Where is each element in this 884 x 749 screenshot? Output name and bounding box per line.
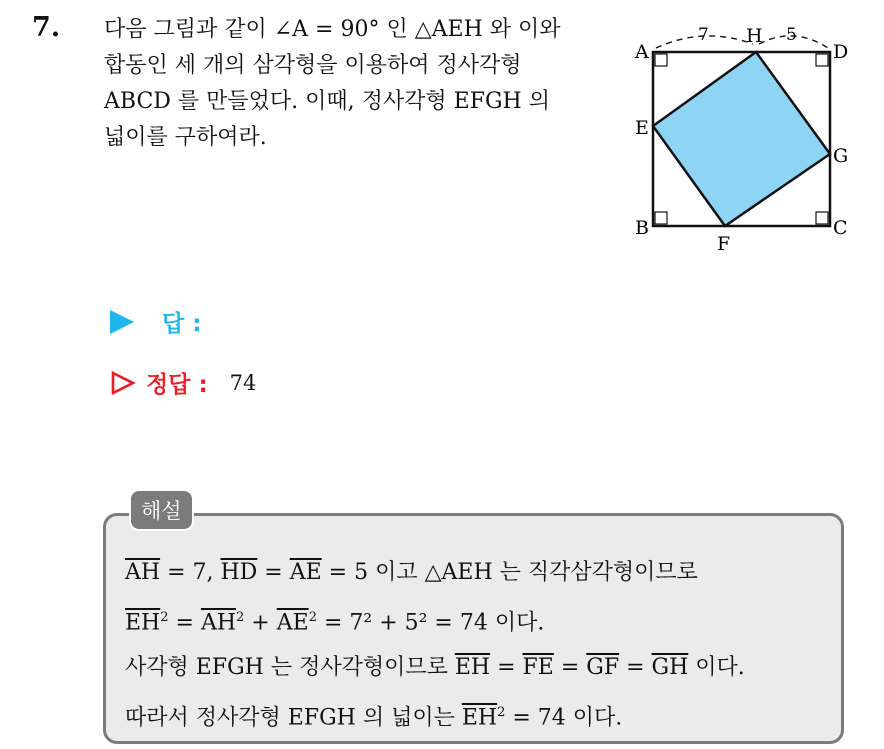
segment: $\overline{GF}$ bbox=[586, 655, 620, 681]
len-hd-label: 5 bbox=[786, 25, 797, 45]
vertex-f: F bbox=[717, 233, 731, 254]
correct-answer-row bbox=[110, 366, 256, 399]
text: = 74 이다. bbox=[505, 705, 623, 731]
segment: $\overline{GH}$ bbox=[651, 655, 689, 681]
question-line: 다음 그림과 같이 ∠A = 90° 인 △AEH 와 이와 bbox=[104, 17, 561, 42]
segment: $\overline{AH}$ bbox=[200, 610, 237, 636]
segment: $\overline{AH}$ bbox=[125, 560, 161, 585]
text: = 7, bbox=[160, 560, 221, 585]
explanation-tag: 해설 bbox=[129, 489, 194, 531]
text: = 5 이고 △AEH 는 직각삼각형이므로 bbox=[321, 560, 698, 585]
explanation-text bbox=[125, 550, 830, 741]
text: = bbox=[168, 610, 201, 636]
exponent: 2 bbox=[160, 610, 169, 625]
text: = bbox=[257, 560, 290, 585]
text: 이다. bbox=[688, 655, 745, 681]
exponent: 2 bbox=[497, 705, 506, 721]
explanation-line-2 bbox=[125, 595, 830, 645]
question-line: ABCD 를 만들었다. 이때, 정사각형 EFGH 의 bbox=[104, 89, 550, 114]
exponent: 2 bbox=[308, 610, 317, 625]
vertex-d: D bbox=[833, 41, 849, 63]
explanation-line-4 bbox=[125, 690, 830, 740]
question-line: 합동인 세 개의 삼각형을 이용하여 정사각형 bbox=[104, 53, 522, 78]
text: = bbox=[619, 655, 652, 681]
segment: $\overline{EH}$ bbox=[454, 655, 491, 681]
segment: $\overline{AE}$ bbox=[289, 560, 322, 585]
vertex-g: G bbox=[833, 145, 849, 167]
square-figure bbox=[626, 14, 856, 254]
segment: $\overline{FE}$ bbox=[522, 655, 554, 681]
correct-answer-value: 74 bbox=[229, 370, 257, 395]
segment: $\overline{AE}$ bbox=[276, 610, 309, 636]
len-ah-label: 7 bbox=[698, 25, 709, 45]
vertex-c: C bbox=[833, 217, 848, 239]
vertex-h: H bbox=[746, 25, 763, 47]
play-outline-icon bbox=[110, 370, 136, 396]
right-angle-b bbox=[655, 212, 667, 224]
right-angle-d bbox=[816, 54, 828, 66]
explanation-line-3 bbox=[125, 645, 830, 690]
inner-square-efgh bbox=[653, 52, 830, 226]
text: 따라서 정사각형 EFGH 의 넓이는 bbox=[125, 705, 462, 731]
explanation-line-1 bbox=[125, 550, 830, 595]
text: = bbox=[553, 655, 587, 681]
question-line: 넓이를 구하여라. bbox=[104, 125, 267, 150]
text: = bbox=[490, 655, 523, 681]
answer-label: 답 : bbox=[162, 311, 202, 337]
segment: $\overline{EH}$ bbox=[125, 610, 161, 636]
right-angle-a bbox=[655, 54, 667, 66]
play-filled-icon bbox=[110, 310, 134, 334]
text: 사각형 EFGH 는 정사각형이므로 bbox=[125, 655, 455, 681]
segment: $\overline{HD}$ bbox=[220, 560, 258, 585]
question-number: 7. bbox=[32, 12, 61, 43]
vertex-e: E bbox=[635, 117, 649, 139]
answer-row bbox=[110, 305, 201, 338]
text: + bbox=[244, 610, 277, 636]
right-angle-c bbox=[816, 212, 828, 224]
text: = 7² + 5² = 74 이다. bbox=[316, 610, 545, 636]
exponent: 2 bbox=[236, 610, 245, 625]
correct-answer-label: 정답 : bbox=[146, 372, 208, 398]
vertex-a: A bbox=[635, 41, 649, 63]
segment: $\overline{EH}$ bbox=[461, 705, 498, 731]
vertex-b: B bbox=[635, 217, 649, 239]
question-text bbox=[104, 12, 609, 156]
